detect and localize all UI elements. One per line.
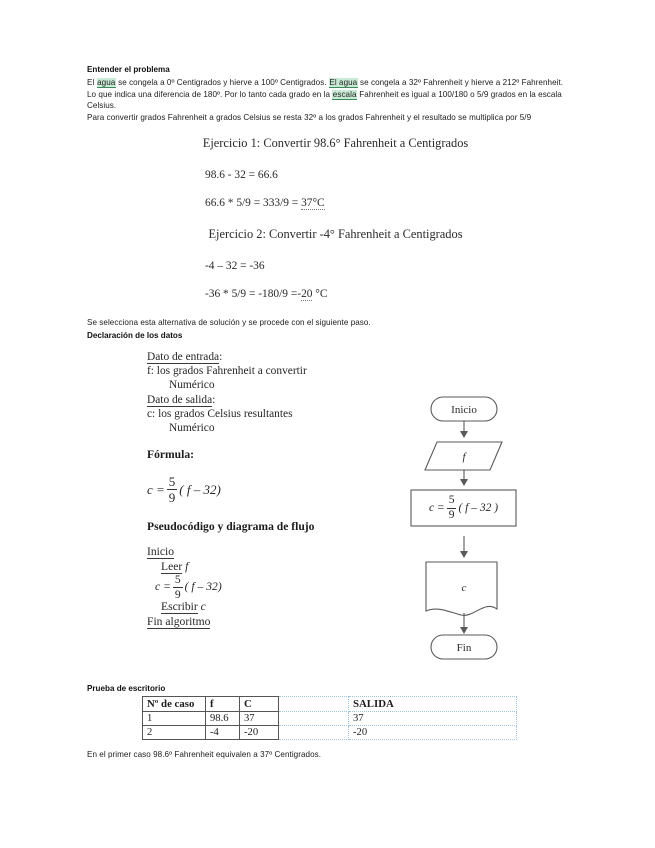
exercise-1-step-2 xyxy=(87,197,574,209)
input-data-description: f: los grados Fahrenheit a convertir xyxy=(147,365,307,378)
pseudocode-leer-var-text: f xyxy=(185,559,189,573)
flow-label-end: Fin xyxy=(456,642,472,654)
input-data-label: Dato de entrada xyxy=(147,350,220,363)
col-header-gap xyxy=(279,697,349,712)
pseudocode-denominator: 9 xyxy=(174,587,181,601)
exercise-1-title: Ejercicio 1: Convertir 98.6° Fahrenheit a Centigrados xyxy=(202,136,469,151)
output-data-type: Numérico xyxy=(169,421,215,434)
pseudocode-inicio-text: Inicio xyxy=(147,545,175,559)
pseudocode-fraction xyxy=(173,574,183,600)
cell-salida: -20 xyxy=(349,726,517,740)
cell-f: -4 xyxy=(206,726,240,740)
flow-process-formula xyxy=(429,495,498,521)
intro-paragraph-2: Para convertir grados Fahrenheit a grados Celsius se resta 32º a los grados Fahrenheit y el resultado se multiplica por 5/9 xyxy=(87,112,532,122)
desk-test-table xyxy=(142,696,517,740)
input-data-type: Numérico xyxy=(169,379,215,392)
formula-heading-colon: : xyxy=(190,448,195,462)
section-heading-declaracion-de-los-datos: Declaración de los datos xyxy=(87,330,183,340)
flowchart-diagram xyxy=(404,394,524,674)
exercise-2-step-2-expr: -36 * 5/9 = -180/9 =- xyxy=(205,288,302,301)
exercise-2-result: 20 xyxy=(301,288,313,301)
section-heading-prueba-de-escritorio: Prueba de escritorio xyxy=(87,684,166,693)
exercise-1-step-2-expr: 66.6 * 5/9 = 333/9 = xyxy=(205,197,302,210)
cell-caso: 2 xyxy=(143,726,206,740)
pseudocode-escribir-var-text: c xyxy=(200,600,206,614)
flow-label-input: f xyxy=(462,451,466,463)
pseudocode-leer-kw: Leer xyxy=(161,559,183,573)
input-data-label-row xyxy=(147,350,574,364)
output-data-colon: : xyxy=(212,393,216,406)
intro-text-4: Fahrenheit es igual a 100/180 o 5/9 grados en la escala Celsius. xyxy=(87,89,562,111)
link-agua-1[interactable]: agua xyxy=(97,78,116,87)
conclusion-paragraph: En el primer caso 98.6º Fahrenheit equivalen a 37º Centigrados. xyxy=(87,750,322,759)
exercise-2-title: Ejercicio 2: Convertir -4° Fahrenheit a Centigrados xyxy=(208,227,463,242)
pseudocode-formula xyxy=(155,574,222,600)
intro-text-3: se congela a 32º Fahrenheit y hierve a 212º Fahrenheit. Lo que indica una diferencia de 180º. Por lo tanto cada grado en la xyxy=(87,78,564,99)
section-heading-pseudocodigo: Pseudocódigo y diagrama de flujo xyxy=(147,520,315,534)
pseudocode-formula-lhs: c = xyxy=(155,580,171,594)
col-header-c: C xyxy=(240,697,279,712)
exercise-1-step-1: 98.6 - 32 = 66.6 xyxy=(205,169,278,182)
pseudocode-leer-var xyxy=(182,560,188,573)
pseudocode-formula-rhs: ( f – 32) xyxy=(184,580,222,594)
output-data-label: Dato de salida xyxy=(147,393,213,406)
exercise-2-step-1: -4 – 32 = -36 xyxy=(205,260,265,273)
input-data-colon: : xyxy=(219,350,223,363)
cell-salida: 37 xyxy=(349,712,517,726)
formula-rhs: ( f – 32) xyxy=(179,481,221,497)
flow-process-formula-wrapper xyxy=(411,490,516,526)
flow-formula-lhs: c = xyxy=(428,502,445,514)
formula-celsius xyxy=(147,475,221,504)
pseudocode-numerator: 5 xyxy=(174,573,181,587)
intro-text-1: El xyxy=(87,78,97,87)
col-header-f: f xyxy=(206,697,240,712)
intro-paragraph xyxy=(87,77,574,112)
pseudocode-fin-text: Fin algoritmo xyxy=(147,614,211,628)
cell-c: 37 xyxy=(240,712,279,726)
formula-lhs: c = xyxy=(147,481,165,497)
flow-label-start: Inicio xyxy=(451,404,477,416)
cell-c: -20 xyxy=(240,726,279,740)
cell-gap xyxy=(279,712,349,726)
col-header-caso: Nº de caso xyxy=(143,697,206,712)
cell-gap xyxy=(279,726,349,740)
formula-fraction xyxy=(167,475,178,504)
flow-formula-rhs: ( f – 32 ) xyxy=(458,502,499,514)
table-row xyxy=(143,726,517,740)
output-data-description: c: los grados Celsius resultantes xyxy=(147,407,293,420)
pseudocode-escribir-kw: Escribir xyxy=(161,600,198,614)
pseudocode-escribir-var xyxy=(198,600,206,613)
cell-caso: 1 xyxy=(143,712,206,726)
table-header-row xyxy=(143,697,517,712)
exercises-block xyxy=(87,136,574,300)
transition-paragraph: Se selecciona esta alternativa de solución y se procede con el siguiente paso. xyxy=(87,318,371,328)
cell-f: 98.6 xyxy=(206,712,240,726)
flow-label-output: c xyxy=(461,582,467,594)
exercise-2-step-2 xyxy=(87,288,574,300)
section-heading-entender-el-problema: Entender el problema xyxy=(87,65,170,74)
link-el-agua-2[interactable]: El agua xyxy=(329,78,358,87)
formula-numerator: 5 xyxy=(168,474,176,490)
formula-denominator: 9 xyxy=(168,490,176,506)
flow-formula-denominator: 9 xyxy=(448,508,455,521)
col-header-salida: SALIDA xyxy=(349,697,517,712)
exercise-2-unit: °C xyxy=(312,288,328,301)
intro-text-2: se congela a 0º Centigrados y hierve a 100º Centigrados. xyxy=(115,78,329,87)
formula-heading-text: Fórmula xyxy=(147,448,191,462)
flow-formula-numerator: 5 xyxy=(448,494,455,506)
exercise-1-result: 37°C xyxy=(301,197,325,210)
table-row xyxy=(143,712,517,726)
link-escala[interactable]: escala xyxy=(332,89,357,99)
flow-formula-fraction xyxy=(447,495,457,521)
